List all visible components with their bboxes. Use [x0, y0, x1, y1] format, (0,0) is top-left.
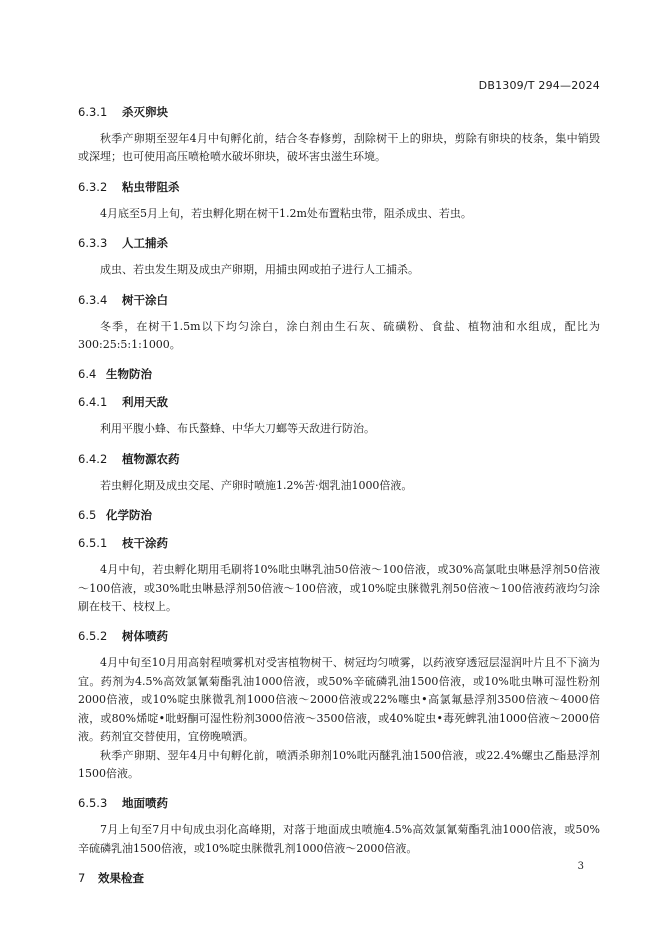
paragraph: 7月上旬至7月中旬成虫羽化高峰期，对落于地面成虫喷施4.5%高效氯氰菊酯乳油1000倍液，或50%辛硫磷乳油1500倍液，或10%啶虫脒微乳剂1000倍液～2000倍液。: [78, 823, 600, 855]
section-heading: [78, 366, 600, 382]
section-title: 效果检查: [98, 871, 144, 886]
section-heading: [78, 179, 600, 195]
section-title: 树体喷药: [122, 629, 168, 644]
section-number: 6.4.1: [78, 395, 108, 410]
section-number: 7: [78, 871, 86, 886]
paragraph: 若虫孵化期及成虫交尾、产卵时喷施1.2%苦·烟乳油1000倍液。: [100, 478, 413, 492]
section-number: 6.4: [78, 367, 97, 382]
section-heading: [78, 292, 600, 308]
section-title: 地面喷药: [122, 796, 168, 811]
paragraph: 秋季产卵期、翌年4月中旬孵化前，喷洒杀卵剂10%吡丙醚乳油1500倍液，或22.4%螺虫乙酯悬浮剂1500倍液。: [78, 748, 600, 780]
paragraph: 秋季产卵期至翌年4月中旬孵化前，结合冬春修剪，刮除树干上的卵块，剪除有卵块的枝条，集中销毁或深埋；也可使用高压喷枪喷水破坏卵块，破坏害虫滋生环境。: [78, 132, 600, 164]
paragraph: 4月中旬至10月用高射程喷雾机对受害植物树干、树冠均匀喷雾，以药液穿透冠层湿润叶片且不下滴为宜。药剂为4.5%高效氯氰菊酯乳油1000倍液，或50%辛硫磷乳油1500倍液，或10%吡虫啉可湿性粉剂2000倍液，或10%啶虫脒微乳剂1000倍液～2000倍液或22%噻虫•高氯氟悬浮剂3500倍液～4000倍液，或80%烯啶•吡蚜酮可湿性粉剂3000倍液～3500倍液，或40%啶虫•毒死蜱乳油1000倍液～2000倍液。药剂宜交替使用，宜傍晚喷洒。: [78, 656, 600, 744]
section-number: 6.4.2: [78, 451, 108, 466]
section-title: 生物防治: [106, 367, 152, 382]
section-title: 杀灭卵块: [122, 105, 168, 119]
section-number: 6.5.1: [78, 536, 108, 551]
section-title: 粘虫带阻杀: [122, 179, 180, 194]
section-heading: [78, 235, 600, 251]
section-heading: [78, 795, 600, 811]
section-title: 化学防治: [106, 508, 152, 523]
paragraph: 冬季，在树干1.5m以下均匀涂白，涂白剂由生石灰、硫磺粉、食盐、植物油和水组成，配比为300:25:5:1:1000。: [78, 319, 600, 352]
paragraph: 4月中旬，若虫孵化期用毛刷将10%吡虫啉乳油50倍液～100倍液，或30%高氯吡虫啉悬浮剂50倍液～100倍液，或30%吡虫啉悬浮剂50倍液～100倍液，或10%啶虫脒微乳剂50倍液～100倍液药液均匀涂刷在枝干、枝杈上。: [78, 563, 600, 614]
section-heading: [78, 394, 600, 410]
paragraph: 成虫、若虫发生期及成虫产卵期，用捕虫网或拍子进行人工捕杀。: [100, 263, 419, 277]
section-title: 树干涂白: [122, 292, 168, 307]
document-code: DB1309/T 294—2024: [478, 79, 600, 92]
section-title: 植物源农药: [122, 451, 180, 466]
document-body: [78, 104, 600, 886]
section-title: 人工捕杀: [122, 236, 168, 251]
paragraph: 利用平腹小蜂、布氏螯蜂、中华大刀螂等天敌进行防治。: [100, 422, 375, 436]
section-number: 6.3.2: [78, 179, 108, 194]
section-heading: [78, 870, 600, 886]
section-number: 6.5.2: [78, 629, 108, 644]
section-number: 6.3.4: [78, 292, 108, 307]
page-number: 3: [577, 861, 584, 872]
section-heading: [78, 507, 600, 523]
paragraph: 4月底至5月上旬，若虫孵化期在树干1.2m处布置粘虫带，阻杀成虫、若虫。: [100, 206, 472, 220]
section-heading: [78, 535, 600, 551]
section-number: 6.3.3: [78, 236, 108, 251]
section-heading: [78, 451, 600, 467]
section-heading: [78, 628, 600, 644]
section-heading: [78, 104, 600, 120]
section-title: 枝干涂药: [122, 536, 168, 551]
section-number: 6.5.3: [78, 796, 108, 811]
section-title: 利用天敌: [122, 395, 168, 410]
section-number: 6.5: [78, 508, 97, 523]
section-number: 6.3.1: [78, 105, 108, 119]
